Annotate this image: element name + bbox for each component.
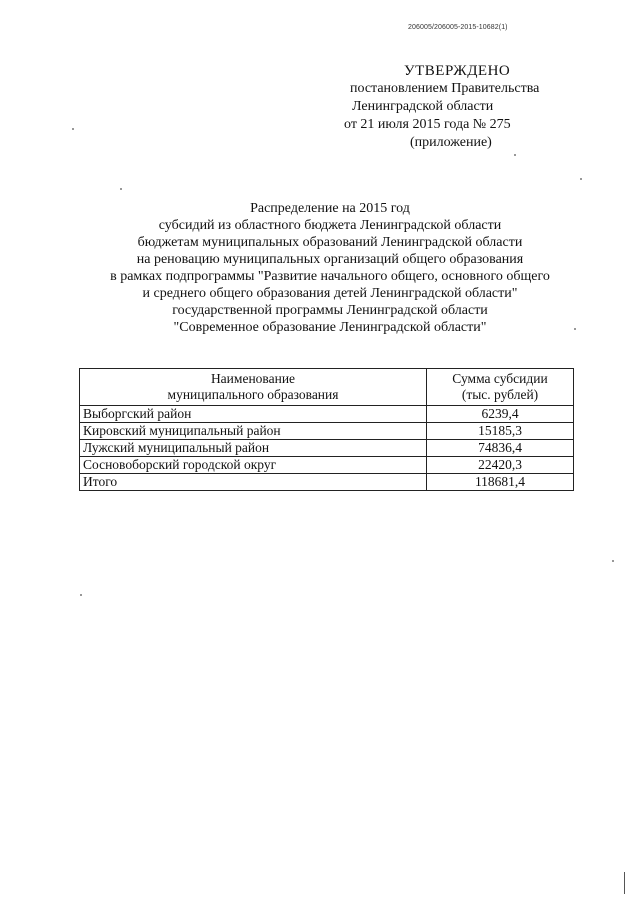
approval-line-2: Ленинградской области (352, 99, 494, 114)
title-line: Распределение на 2015 год (250, 201, 410, 216)
approval-line-1: постановлением Правительства (350, 81, 540, 96)
row-sum-cell: 74836,4 (427, 440, 574, 457)
title-line: в рамках подпрограммы "Развитие начального общего, основного общего (110, 269, 550, 284)
row-sum-cell: 15185,3 (427, 423, 574, 440)
approval-block (344, 62, 584, 152)
title-line: субсидий из областного бюджета Ленинградской области (158, 218, 502, 233)
scan-margin-mark (624, 872, 625, 894)
scan-speck (72, 128, 74, 130)
row-name-cell: Лужский муниципальный район (80, 440, 427, 457)
table-total-row (80, 474, 574, 491)
total-sum-cell: 118681,4 (427, 474, 574, 491)
scan-speck (612, 560, 614, 562)
table-row (80, 406, 574, 423)
title-line: бюджетам муниципальных образований Ленинградской области (137, 235, 523, 250)
header-name-line-2: муниципального образования (167, 387, 339, 402)
table-row (80, 457, 574, 474)
row-sum-cell: 6239,4 (427, 406, 574, 423)
title-line: на реновацию муниципальных организаций общего образования (136, 252, 524, 267)
scan-speck (120, 188, 122, 190)
scan-speck (514, 154, 516, 156)
table-row (80, 440, 574, 457)
title-line: "Современное образование Ленинградской области" (173, 320, 487, 335)
header-sum-cell (427, 369, 574, 406)
table-header-row (80, 369, 574, 406)
header-sum-line-2: (тыс. рублей) (461, 387, 539, 402)
header-name-line-1: Наименование (210, 371, 296, 386)
subsidy-table (79, 368, 574, 491)
row-sum-cell: 22420,3 (427, 457, 574, 474)
row-name-cell: Сосновоборский городской округ (80, 457, 427, 474)
approval-heading: УТВЕРЖДЕНО (404, 63, 511, 79)
table-row (80, 423, 574, 440)
document-title (40, 200, 620, 336)
title-line: и среднего общего образования детей Ленинградской области" (142, 286, 518, 301)
title-line: государственной программы Ленинградской области (172, 303, 488, 318)
approval-line-3: от 21 июля 2015 года № 275 (344, 117, 511, 132)
approval-line-4: (приложение) (410, 135, 492, 150)
document-id: 206005/206005-2015-10682(1) (408, 24, 508, 31)
header-sum-line-1: Сумма субсидии (452, 371, 548, 386)
row-name-cell: Выборгский район (80, 406, 427, 423)
scan-speck (580, 178, 582, 180)
row-name-cell: Кировский муниципальный район (80, 423, 427, 440)
scan-speck (574, 328, 576, 330)
total-name-cell: Итого (80, 474, 427, 491)
header-name-cell (80, 369, 427, 406)
scan-speck (80, 594, 82, 596)
